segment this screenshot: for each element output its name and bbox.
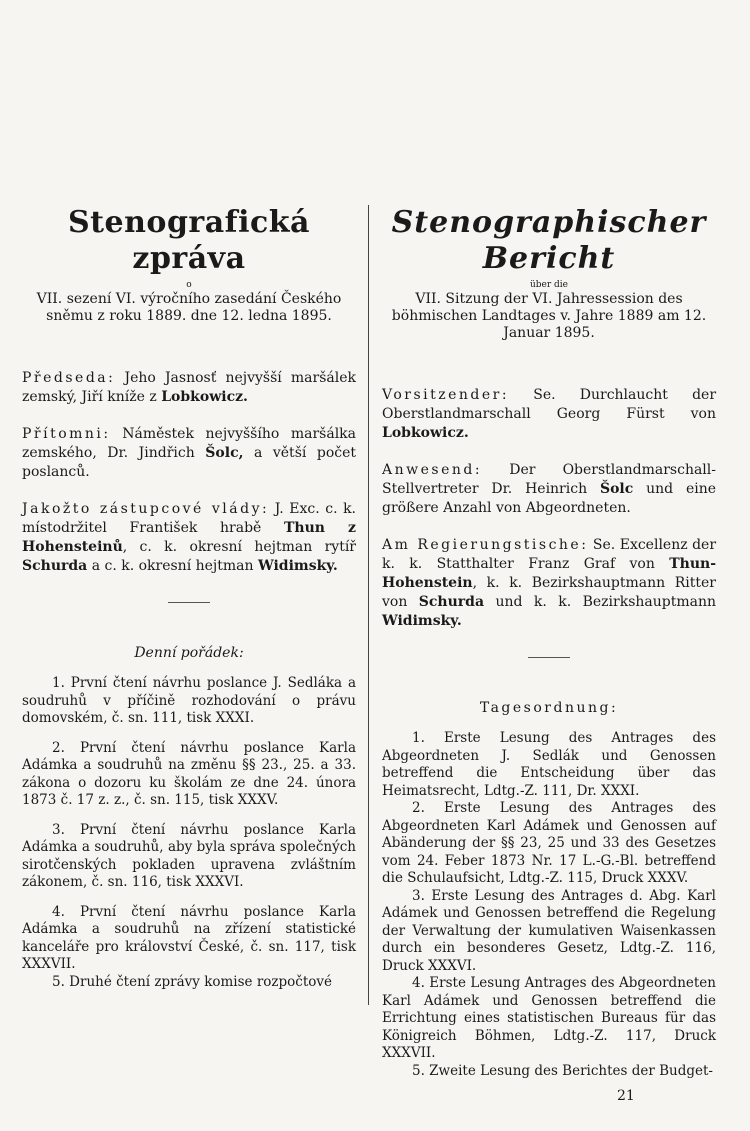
czech-agenda-item-2: 2. První čtení návrhu poslance Karla Adámka a soudruhů na změnu §§ 23., 25. a 33. zákona o dozoru ku školám ze dne 24. února 1873 č. 17 z. z., č. sn. 115, tisk XXXV. [22, 739, 356, 808]
german-agenda-item-1: 1. Erste Lesung des Antrages des Abgeordneten J. Sedlák und Genossen betreffend die Entscheidung über das Heimatsrecht, Ldtg.-Z. 111, Dr. XXXI. [382, 730, 716, 799]
german-present-name: Šolc [599, 481, 634, 497]
german-gov-name1: Thun-Hohenstein [382, 556, 716, 591]
german-gov-text2: , k. k. Bezirkshauptmann Ritter von [382, 575, 716, 610]
german-agenda-item-3: 3. Erste Lesung des Antrages d. Abg. Karl Adámek und Genossen betreffend die Regelung der Verwaltung der kumulativen Waisenkassen durch ein besonderes Gesetz, Ldtg.-Z. 116, Druck XXXVI. [382, 887, 716, 974]
czech-session: VII. sezení VI. výročního zasedání Českého sněmu z roku 1889. dne 12. ledna 1895. [36, 291, 342, 324]
czech-agenda-item-5: 5. Druhé čtení zprávy komise rozpočtové [52, 973, 333, 990]
page-number: 21 [617, 1088, 635, 1104]
german-chair [382, 386, 716, 443]
czech-gov-name3: Widimsky. [258, 558, 338, 574]
german-chair-name: Lobkowicz. [382, 425, 469, 441]
german-title: Stenographischer Bericht [391, 205, 707, 276]
czech-agenda-item-4: 4. První čtení návrhu poslance Karla Adámka a soudruhů na zřízení statistické kanceláře pro království České, č. sn. 117, tisk XXXVII. [22, 903, 356, 972]
czech-gov-label: Jakožto zástupcové vlády: [22, 501, 270, 517]
german-agenda-item-2: 2. Erste Lesung des Antrages des Abgeordneten Karl Adámek und Genossen auf Abänderung der §§ 23, 25 und 33 des Gesetzes vom 24. Feber 1873 Nr. 17 L.-G.-Bl. betreffend die Schulaufsicht, Ldtg.-Z. 115, Druck XXXV. [382, 800, 716, 886]
german-present-text: Der Oberstlandmarschall-Stellvertreter Dr. Heinrich [382, 462, 716, 497]
czech-o: o [186, 280, 192, 290]
czech-present-name: Šolc, [205, 445, 244, 461]
czech-present-label: Přítomni: [22, 426, 111, 442]
czech-present-text: Náměstek nejvyššího maršálka zemského, Dr. Jindřich [22, 426, 357, 461]
german-gov-name3: Widimsky. [382, 613, 462, 629]
czech-chair-label: Předseda: [22, 370, 116, 386]
german-gov-name2: Schurda [418, 594, 485, 610]
german-gov-text1: Se. Excellenz der k. k. Statthalter Franz Graf von [382, 537, 717, 572]
german-gov-label: Am Regierungstische: [382, 537, 589, 553]
german-present-rest: und eine größere Anzahl von Abgeordneten. [382, 481, 717, 516]
german-chair-label: Vorsitzender: [382, 387, 510, 403]
german-agenda-item-5: 5. Zweite Lesung des Berichtes der Budget- [412, 1062, 713, 1079]
german-gov-text3: und k. k. Bezirkshauptmann [495, 594, 717, 610]
czech-government [22, 500, 356, 576]
german-agenda-item-4: 4. Erste Lesung Antrages des Abgeordneten Karl Adámek und Genossen betreffend die Errichtung eines statistischen Bureaus für das Königreich Böhmen, Ldtg.-Z. 117, Druck XXXVII. [382, 975, 716, 1061]
czech-chair-text: Jeho Jasnosť nejvyšší maršálek zemský, Jiří kníže z [22, 370, 356, 405]
czech-chair [22, 369, 356, 407]
column-divider [368, 205, 369, 1005]
german-ueber: über die [529, 280, 568, 290]
german-agenda-heading: Tagesordnung: [479, 700, 619, 716]
czech-title: Stenografická zpráva [68, 205, 310, 276]
german-session: VII. Sitzung der VI. Jahressession des böhmischen Landtages v. Jahre 1889 am 12. Januar 1895. [391, 291, 707, 341]
czech-column [22, 205, 356, 991]
czech-gov-text1: J. Exc. c. k. místodržitel František hrabě [22, 501, 356, 536]
czech-gov-name2: Schurda [22, 558, 88, 574]
czech-gov-name1: Thun z Hohensteinů [22, 520, 357, 555]
czech-chair-name: Lobkowicz. [161, 389, 248, 405]
czech-present-rest: a větší počet poslanců. [22, 445, 357, 480]
german-government [382, 536, 716, 631]
german-present [382, 461, 716, 518]
czech-agenda-item-1: 1. První čtení návrhu poslance J. Sedláka a soudruhů v příčině rozhodování o právu domovském, č. sn. 111, tisk XXXI. [22, 675, 356, 726]
german-chair-text: Se. Durchlaucht der Oberstlandmarschall Georg Fürst von [382, 387, 717, 422]
czech-gov-text2: , c. k. okresní hejtman rytíř [122, 539, 356, 555]
german-present-label: Anwesend: [382, 462, 483, 478]
czech-present [22, 425, 356, 482]
czech-agenda-heading: Denní pořádek: [134, 645, 244, 661]
czech-gov-text3: a c. k. okresní hejtman [91, 558, 254, 574]
german-column [382, 205, 716, 1080]
czech-agenda-item-3: 3. První čtení návrhu poslance Karla Adámka a soudruhů, aby byla správa společných sirotčenských pokladen upravena zvláštním zákonem, č. sn. 116, tisk XXXVI. [22, 821, 356, 890]
